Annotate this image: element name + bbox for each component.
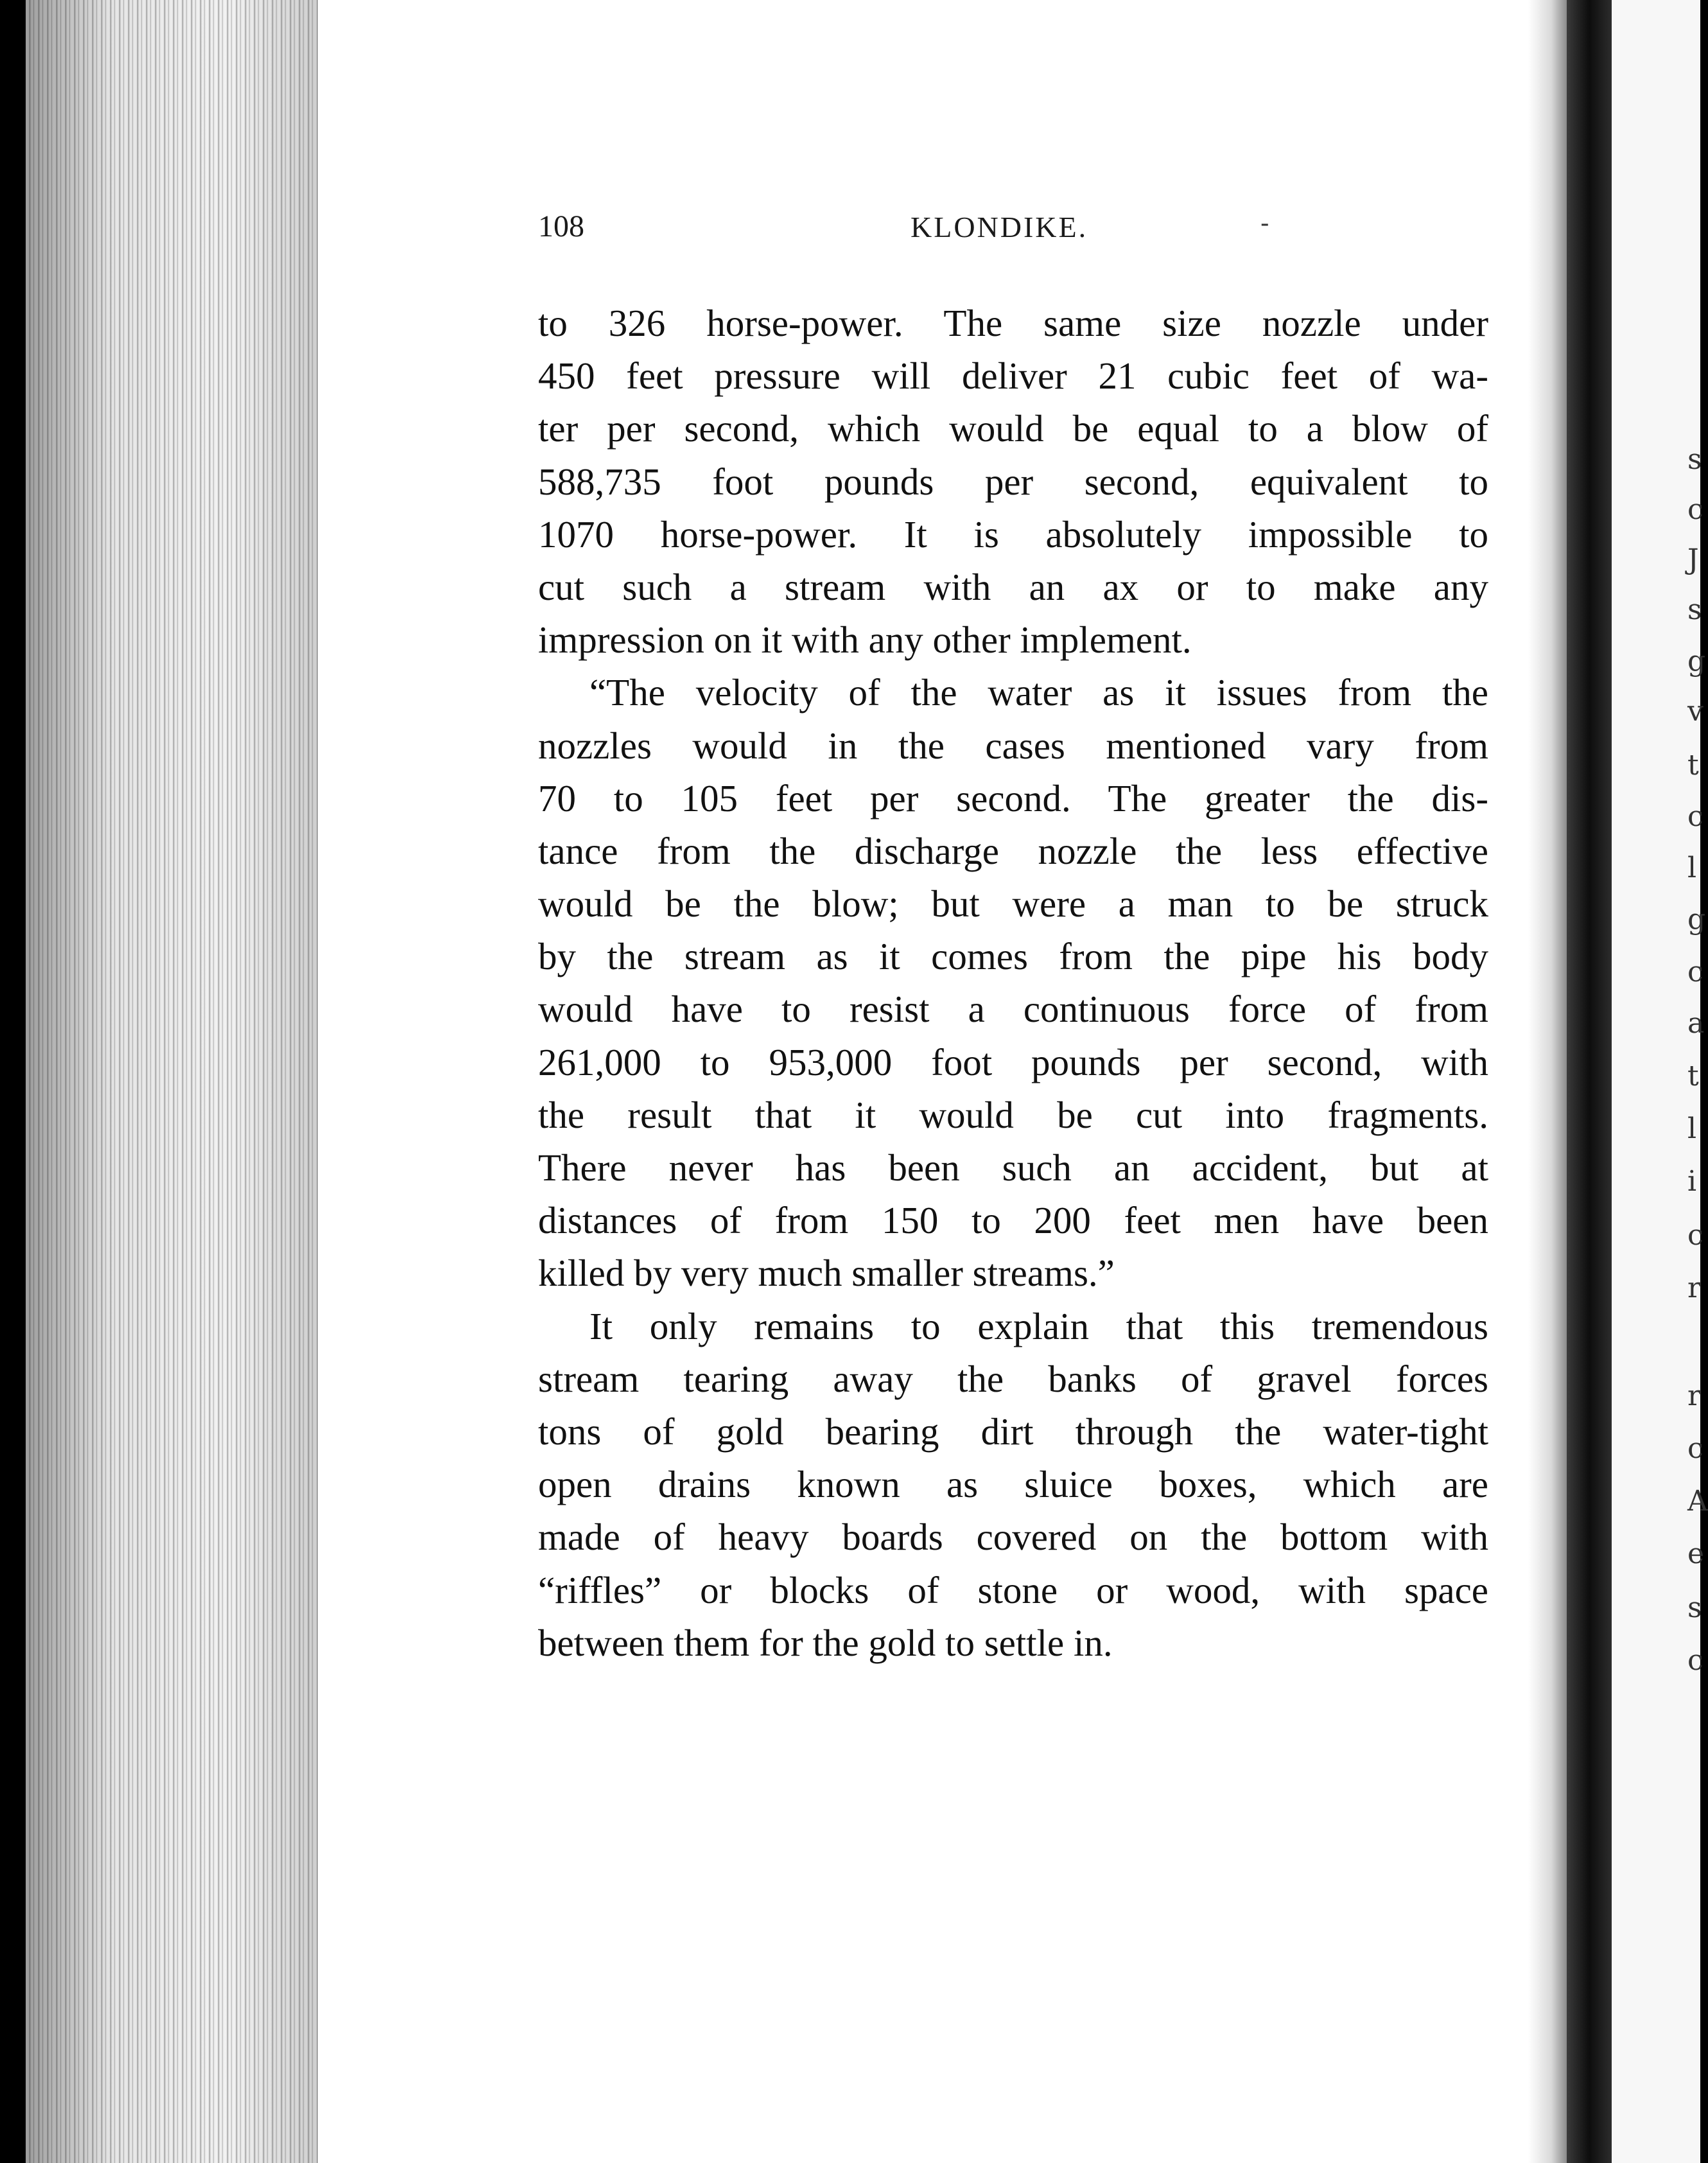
facing-letter: c [1687,493,1704,526]
book-binding [1567,0,1612,2163]
paragraph-start: It only remains to explain that this tremendous [589,1304,1488,1347]
text-line: killed by very much smaller streams.” [538,1252,1115,1295]
text-line: “riffles” or blocks of stone or wood, with space [538,1568,1488,1611]
text-line: 261,000 to 953,000 foot pounds per second, with [538,1040,1488,1083]
facing-letter: s [1687,1591,1702,1624]
facing-letter: v [1687,695,1704,728]
text-line: cut such a stream with an ax or to make any [538,565,1488,608]
facing-page-text [1687,0,1708,2163]
body-text [538,297,1488,1669]
text-line: 70 to 105 feet per second. The greater the dis- [538,776,1488,819]
text-line: ter per second, which would be equal to a blow of [538,407,1488,450]
text-line: made of heavy boards covered on the bottom with [538,1516,1488,1559]
text-line: to 326 horse-power. The same size nozzle under [538,302,1488,344]
facing-letter: i [1687,1165,1697,1198]
text-line: stream tearing away the banks of gravel forces [538,1357,1488,1400]
text-line: open drains known as sluice boxes, which are [538,1463,1488,1506]
facing-letter: A [1687,1485,1708,1518]
text-line: 450 feet pressure will deliver 21 cubic feet of wa- [538,355,1488,398]
facing-letter: s [1687,443,1702,476]
text-line: would have to resist a continuous force of from [538,988,1488,1031]
running-title: KLONDIKE. [911,211,1088,243]
facing-letter: g [1687,903,1706,936]
page-edges-shadow [26,0,318,2163]
text-line: 1070 horse-power. It is absolutely impossible to [538,512,1488,556]
facing-letter: J [1687,543,1699,576]
text-line: There never has been such an accident, but at [538,1146,1488,1189]
text-line: by the stream as it comes from the pipe his body [538,935,1488,978]
text-line: nozzles would in the cases mentioned vary from [538,724,1488,767]
page-gutter-shadow [1528,0,1567,2163]
text-line: between them for the gold to settle in. [538,1621,1113,1664]
header-mark: - [1260,209,1269,238]
facing-letter: l [1687,1112,1697,1145]
facing-letter: l [1687,852,1697,884]
text-line: tons of gold bearing dirt through the water-tight [538,1410,1488,1453]
facing-letter: c [1687,1219,1704,1252]
facing-letter: c [1687,1432,1704,1465]
text-line: distances of from 150 to 200 feet men have been [538,1199,1488,1242]
facing-letter: s [1687,593,1702,626]
facing-letter: c [1687,956,1704,988]
facing-letter: c [1687,800,1704,833]
facing-letter: e [1687,1537,1705,1570]
facing-letter: t [1687,749,1699,782]
running-head [538,209,1283,254]
facing-letter: a [1687,1007,1705,1040]
text-line: impression on it with any other implement. [538,618,1192,661]
facing-letter: g [1687,645,1706,678]
facing-letter: r [1687,1272,1702,1304]
text-line: the result that it would be cut into fragments. [538,1093,1488,1136]
facing-letter: t [1687,1060,1699,1092]
page-number: 108 [538,209,584,243]
text-line: tance from the discharge nozzle the less effective [538,829,1488,872]
text-line: would be the blow; but were a man to be struck [538,882,1488,925]
facing-letter: c [1687,1644,1704,1677]
facing-letter: r [1687,1379,1702,1412]
paragraph-start: “The velocity of the water as it issues from the [589,671,1488,714]
text-line: 588,735 foot pounds per second, equivalent to [538,460,1488,503]
